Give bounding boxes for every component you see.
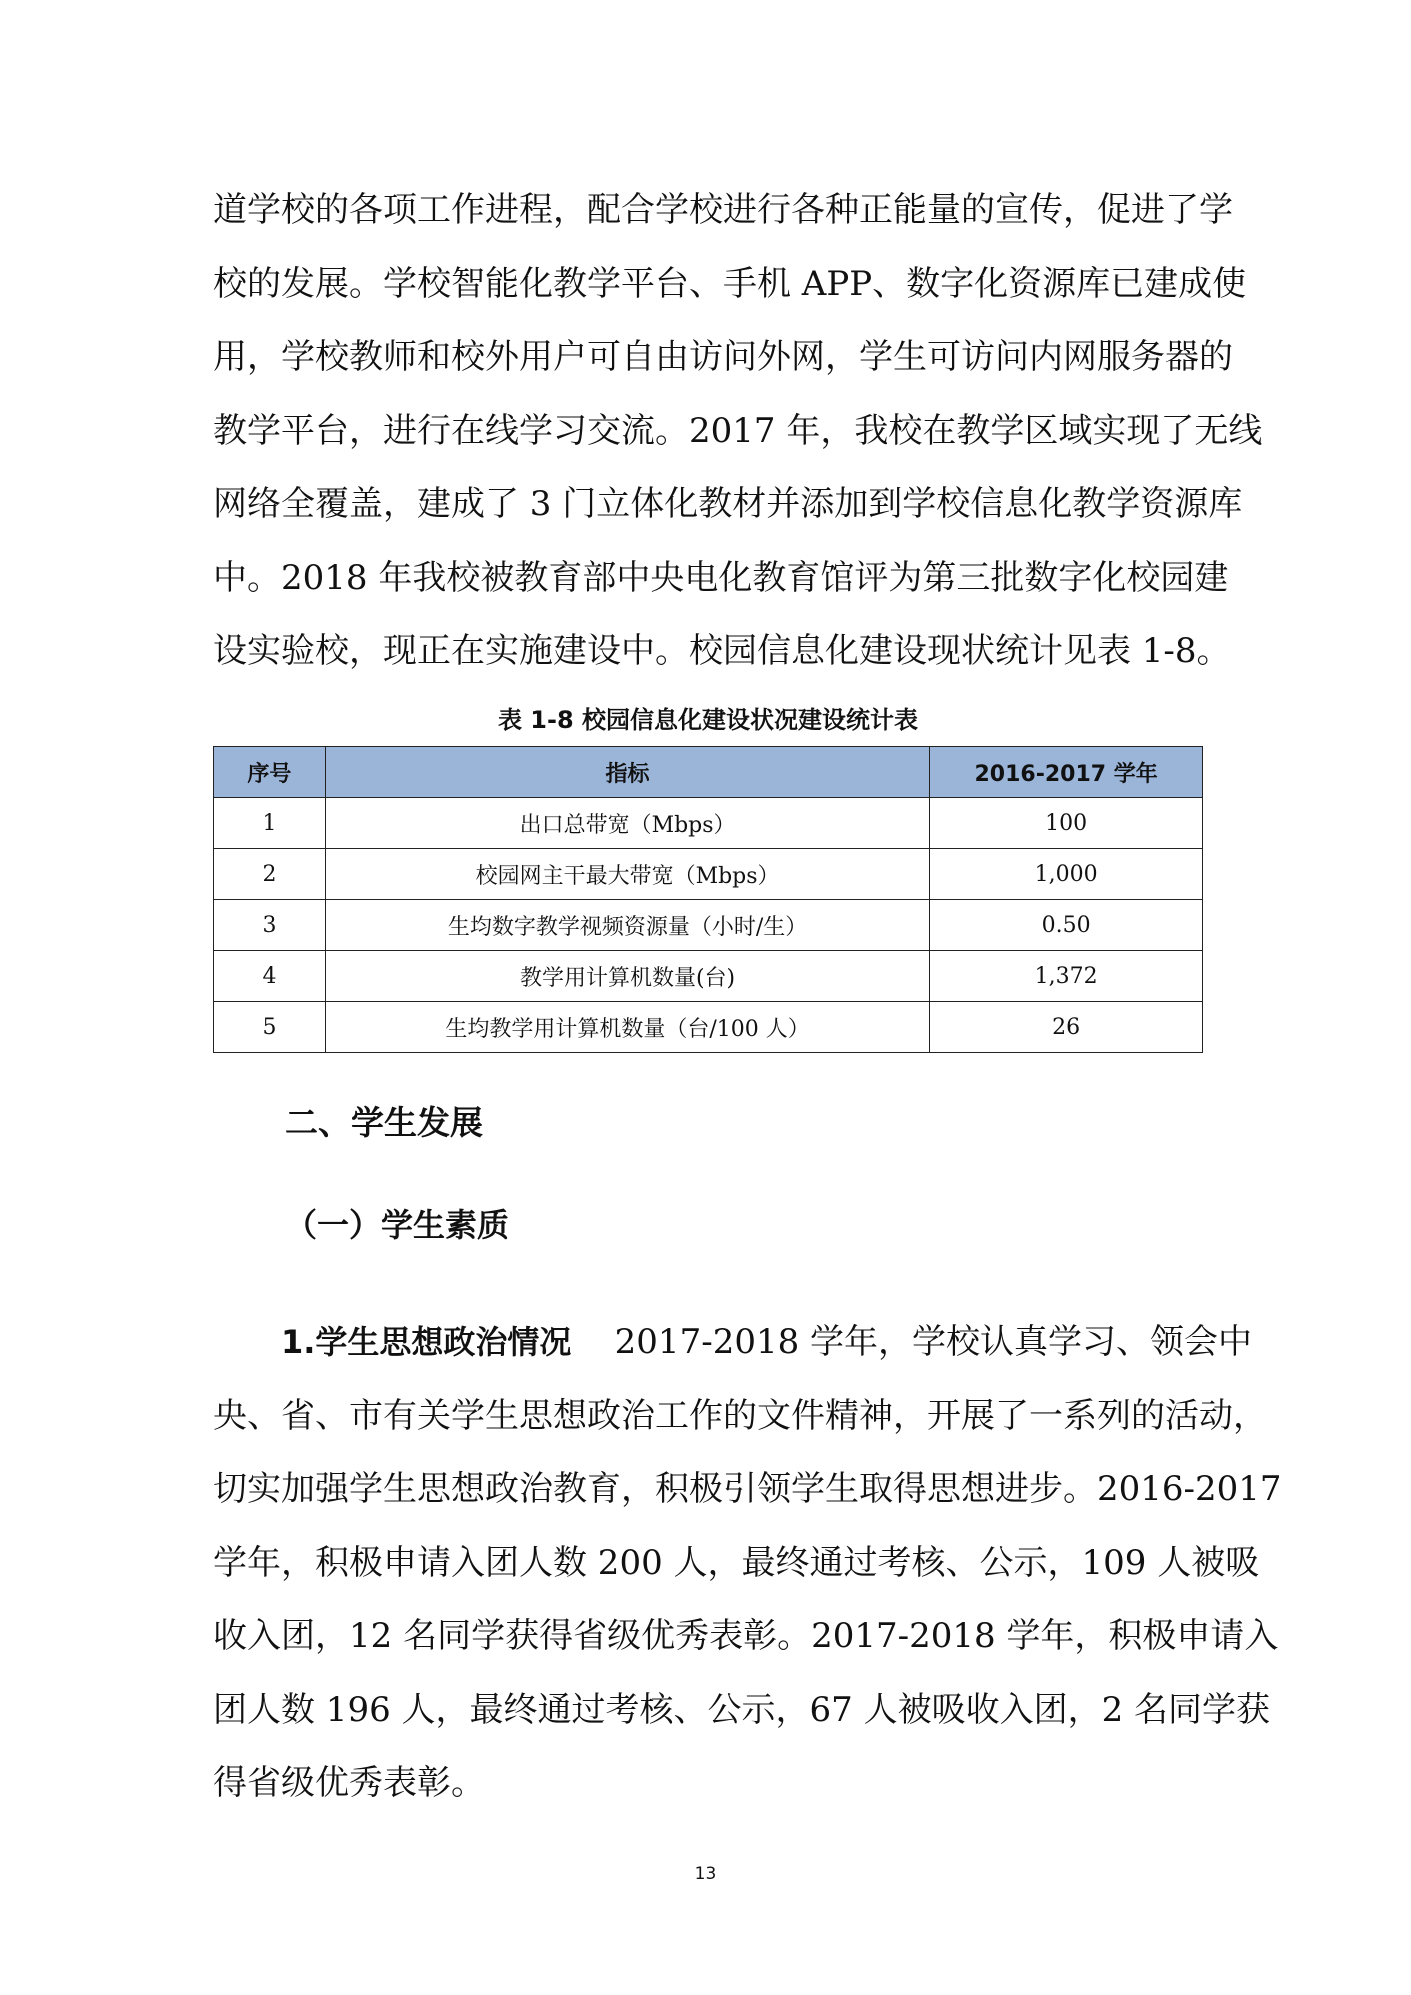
informatization-stats-table: [213, 746, 1203, 1053]
text-line: 设实验校，现正在实施建设中。校园信息化建设现状统计见表 1-8。: [213, 631, 1231, 671]
column-header-year: 2016-2017 学年: [930, 747, 1203, 798]
table-row: [214, 1002, 1203, 1053]
text-line: 学年，积极申请入团人数 200 人，最终通过考核、公示，109 人被吸: [213, 1542, 1260, 1583]
cell-index: 5: [214, 1002, 326, 1053]
table-row: [214, 951, 1203, 1002]
table-row: [214, 849, 1203, 900]
text-line: 教学平台，进行在线学习交流。2017 年，我校在教学区域实现了无线: [213, 410, 1263, 451]
table-row: [214, 900, 1203, 951]
text-line: 道学校的各项工作进程，配合学校进行各种正能量的宣传，促进了学: [213, 190, 1233, 230]
paragraph-student-ideology: [213, 1306, 1282, 1821]
text-line: 收入团，12 名同学获得省级优秀表彰。2017-2018 学年，积极申请入: [213, 1616, 1279, 1656]
cell-indicator: 教学用计算机数量(台): [325, 951, 929, 1002]
text-line: 央、省、市有关学生思想政治工作的文件精神，开展了一系列的活动，: [213, 1395, 1267, 1436]
text-line: 得省级优秀表彰。: [213, 1763, 485, 1803]
cell-indicator: 校园网主干最大带宽（Mbps）: [325, 849, 929, 900]
text-line: 网络全覆盖，建成了 3 门立体化教材并添加到学校信息化教学资源库: [213, 484, 1243, 524]
column-header-indicator: 指标: [325, 747, 929, 798]
paragraph-lead-title: 1.学生思想政治情况: [281, 1323, 572, 1361]
cell-value: 100: [930, 798, 1203, 849]
table-header-row: [214, 747, 1203, 798]
paragraph-informatization: [213, 174, 1263, 689]
text-line-first: [213, 1306, 1253, 1380]
text-line: 中。2018 年我校被教育部中央电化教育馆评为第三批数字化校园建: [213, 557, 1229, 598]
table-caption: 表 1-8 校园信息化建设状况建设统计表: [497, 706, 919, 734]
cell-value: 1,000: [930, 849, 1203, 900]
text-line: 团人数 196 人，最终通过考核、公示，67 人被吸收入团，2 名同学获: [213, 1689, 1271, 1730]
column-header-index: 序号: [214, 747, 326, 798]
text-line: 校的发展。学校智能化教学平台、手机 APP、数字化资源库已建成使: [213, 263, 1247, 304]
cell-indicator: 生均数字教学视频资源量（小时/生）: [325, 900, 929, 951]
section-heading: 二、学生发展: [285, 1103, 483, 1142]
cell-index: 1: [214, 798, 326, 849]
text-span: 2017-2018 学年，学校认真学习、领会中: [614, 1322, 1253, 1362]
subsection-heading: （一）学生素质: [285, 1206, 510, 1244]
text-line: 用，学校教师和校外用户可自由访问外网，学生可访问内网服务器的: [213, 337, 1233, 377]
text-line: 切实加强学生思想政治教育，积极引领学生取得思想进步。2016-2017: [213, 1469, 1282, 1509]
page-number: 13: [694, 1864, 717, 1884]
cell-index: 4: [214, 951, 326, 1002]
cell-value: 26: [930, 1002, 1203, 1053]
cell-indicator: 出口总带宽（Mbps）: [325, 798, 929, 849]
cell-indicator: 生均教学用计算机数量（台/100 人）: [325, 1002, 929, 1053]
table-row: [214, 798, 1203, 849]
cell-value: 1,372: [930, 951, 1203, 1002]
cell-index: 2: [214, 849, 326, 900]
cell-value: 0.50: [930, 900, 1203, 951]
cell-index: 3: [214, 900, 326, 951]
